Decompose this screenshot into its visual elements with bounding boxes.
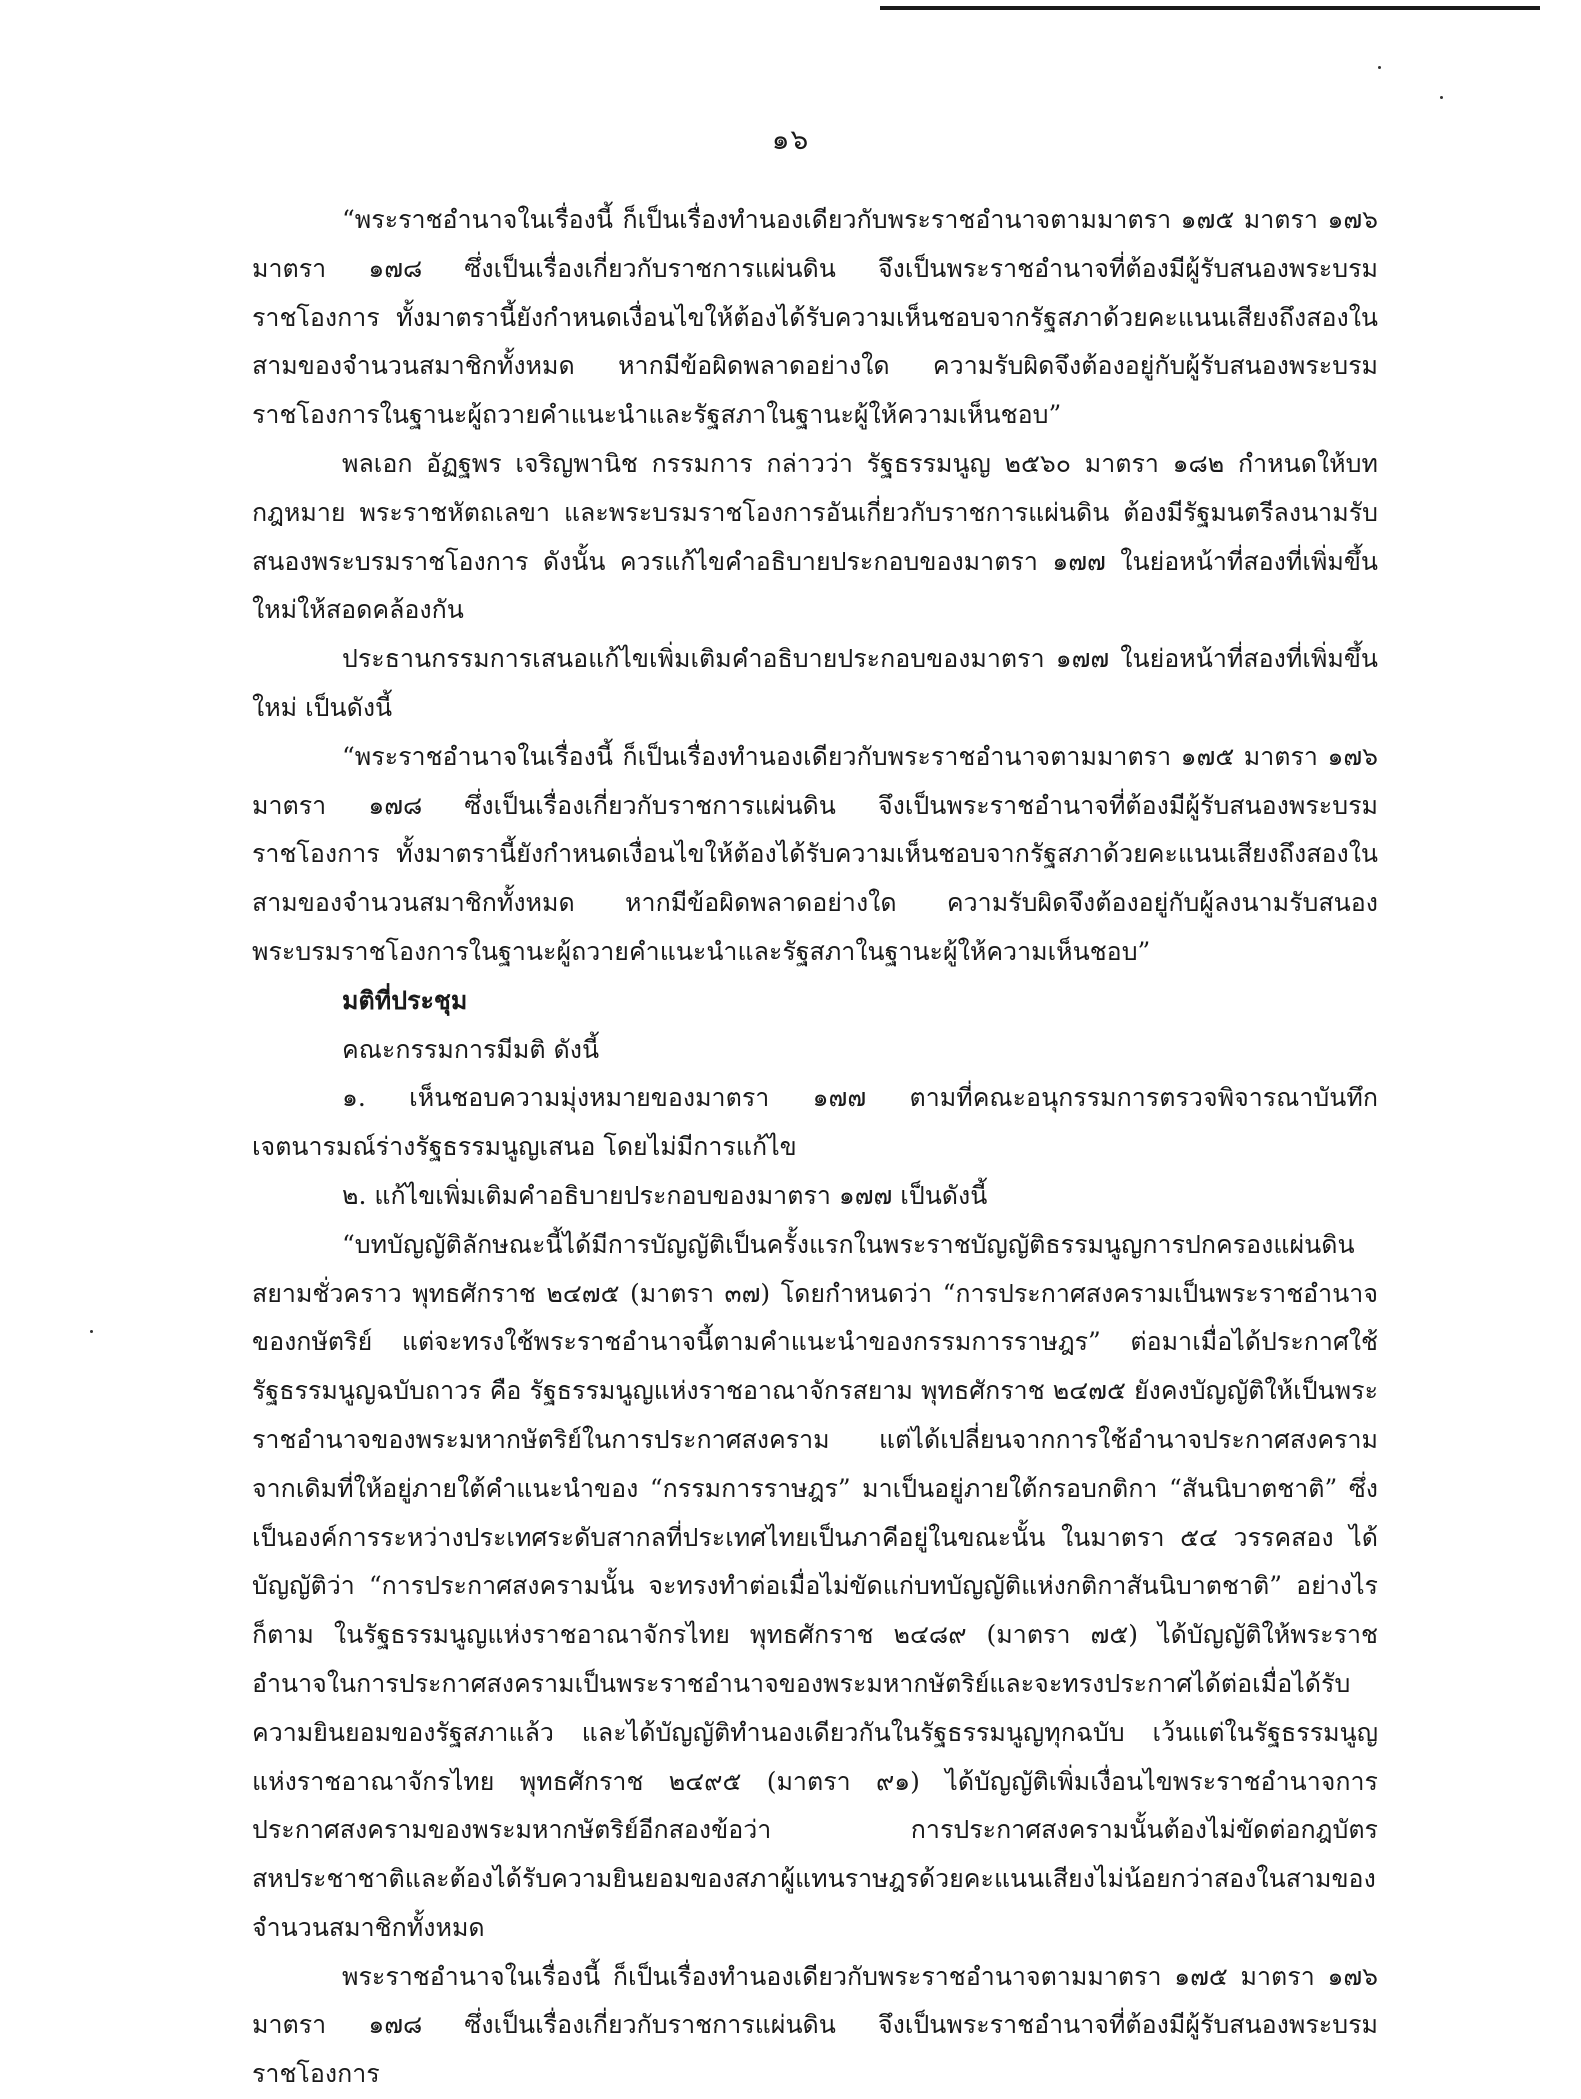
quoted-paragraph: “พระราชอำนาจในเรื่องนี้ ก็เป็นเรื่องทำนองเดียวกับพระราชอำนาจตามมาตรา ๑๗๕ มาตรา ๑๗๖ มาตรา ๑๗๘ ซึ่งเป็นเรื่องเกี่ยวกับราชการแผ่นดิน จึงเป็นพระราชอำนาจที่ต้องมีผู้รับสนองพระบรมราชโองการ ทั้งมาตรานี้ยังกำหนดเงื่อนไขให้ต้องได้รับความเห็นชอบจากรัฐสภาด้วยคะแนนเสียงถึงสองในสามของจำนวนสมาชิกทั้งหมด หากมีข้อผิดพลาดอย่างใด ความรับผิดจึงต้องอยู่กับผู้ลงนามรับสนองพระบรมราชโองการในฐานะผู้ถวายคำแนะนำและรัฐสภาในฐานะผู้ให้ความเห็นชอบ” — [252, 741, 1378, 966]
scan-speck — [90, 1330, 93, 1333]
quoted-paragraph: “บทบัญญัติลักษณะนี้ได้มีการบัญญัติเป็นครั้งแรกในพระราชบัญญัติธรรมนูญการปกครองแผ่นดินสยามชั่วคราว พุทธศักราช ๒๔๗๕ (มาตรา ๓๗) โดยกำหนดว่า “การประกาศสงครามเป็นพระราชอำนาจของกษัตริย์ แต่จะทรงใช้พระราชอำนาจนี้ตามคำแนะนำของกรรมการราษฎร” ต่อมาเมื่อได้ประกาศใช้รัฐธรรมนูญฉบับถาวร คือ รัฐธรรมนูญแห่งราชอาณาจักรสยาม พุทธศักราช ๒๔๗๕ ยังคงบัญญัติให้เป็นพระราชอำนาจของพระมหากษัตริย์ในการประกาศสงคราม แต่ได้เปลี่ยนจากการใช้อำนาจประกาศสงครามจากเดิมที่ให้อยู่ภายใต้คำแนะนำของ “กรรมการราษฎร” มาเป็นอยู่ภายใต้กรอบกติกา “สันนิบาตชาติ” ซึ่งเป็นองค์การระหว่างประเทศระดับสากลที่ประเทศไทยเป็นภาคีอยู่ในขณะนั้น ในมาตรา ๕๔ วรรคสอง ได้บัญญัติว่า “การประกาศสงครามนั้น จะทรงทำต่อเมื่อไม่ขัดแก่บทบัญญัติแห่งกติกาสันนิบาตชาติ” อย่างไรก็ตาม ในรัฐธรรมนูญแห่งราชอาณาจักรไทย พุทธศักราช ๒๔๘๙ (มาตรา ๗๕) ได้บัญญัติให้พระราชอำนาจในการประกาศสงครามเป็นพระราชอำนาจของพระมหากษัตริย์และจะทรงประกาศได้ต่อเมื่อได้รับความยินยอมของรัฐสภาแล้ว และได้บัญญัติทำนองเดียวกันในรัฐธรรมนูญทุกฉบับ เว้นแต่ในรัฐธรรมนูญแห่งราชอาณาจักรไทย พุทธศักราช ๒๔๙๕ (มาตรา ๙๑) ได้บัญญัติเพิ่มเงื่อนไขพระราชอำนาจการประกาศสงครามของพระมหากษัตริย์อีกสองข้อว่า การประกาศสงครามนั้นต้องไม่ขัดต่อกฎบัตรสหประชาชาติและต้องได้รับความยินยอมของสภาผู้แทนราษฎรด้วยคะแนนเสียงไม่น้อยกว่าสองในสามของจำนวนสมาชิกทั้งหมด — [252, 1229, 1378, 1942]
body-paragraph: พระราชอำนาจในเรื่องนี้ ก็เป็นเรื่องทำนองเดียวกับพระราชอำนาจตามมาตรา ๑๗๕ มาตรา ๑๗๖ มาตรา ๑๗๘ ซึ่งเป็นเรื่องเกี่ยวกับราชการแผ่นดิน จึงเป็นพระราชอำนาจที่ต้องมีผู้รับสนองพระบรมราชโองการ — [252, 1961, 1378, 2089]
section-heading: มติที่ประชุม — [342, 985, 468, 1015]
body-paragraph: ประธานกรรมการเสนอแก้ไขเพิ่มเติมคำอธิบายประกอบของมาตรา ๑๗๗ ในย่อหน้าที่สองที่เพิ่มขึ้นใหม่ เป็นดังนี้ — [252, 644, 1378, 722]
page-number: ๑๖ — [771, 123, 810, 156]
body-paragraph: พลเอก อัฏฐพร เจริญพานิช กรรมการ กล่าวว่า รัฐธรรมนูญ ๒๕๖๐ มาตรา ๑๘๒ กำหนดให้บทกฎหมาย พระราชหัตถเลขา และพระบรมราชโองการอันเกี่ยวกับราชการแผ่นดิน ต้องมีรัฐมนตรีลงนามรับสนองพระบรมราชโองการ ดังนั้น ควรแก้ไขคำอธิบายประกอบของมาตรา ๑๗๗ ในย่อหน้าที่สองที่เพิ่มขึ้นใหม่ให้สอดคล้องกัน — [252, 448, 1378, 625]
top-rule — [880, 6, 1540, 10]
scan-speck — [1440, 96, 1443, 99]
body-paragraph: คณะกรรมการมีมติ ดังนี้ — [342, 1034, 600, 1064]
document-body — [252, 196, 1378, 2099]
scan-speck — [1378, 66, 1381, 69]
list-item: ๒. แก้ไขเพิ่มเติมคำอธิบายประกอบของมาตรา ๑๗๗ เป็นดังนี้ — [342, 1180, 988, 1210]
list-item: ๑. เห็นชอบความมุ่งหมายของมาตรา ๑๗๗ ตามที่คณะอนุกรรมการตรวจพิจารณาบันทึกเจตนารมณ์ร่างรัฐธรรมนูญเสนอ โดยไม่มีการแก้ไข — [252, 1083, 1378, 1162]
quoted-paragraph: “พระราชอำนาจในเรื่องนี้ ก็เป็นเรื่องทำนองเดียวกับพระราชอำนาจตามมาตรา ๑๗๕ มาตรา ๑๗๖ มาตรา ๑๗๘ ซึ่งเป็นเรื่องเกี่ยวกับราชการแผ่นดิน จึงเป็นพระราชอำนาจที่ต้องมีผู้รับสนองพระบรมราชโองการ ทั้งมาตรานี้ยังกำหนดเงื่อนไขให้ต้องได้รับความเห็นชอบจากรัฐสภาด้วยคะแนนเสียงถึงสองในสามของจำนวนสมาชิกทั้งหมด หากมีข้อผิดพลาดอย่างใด ความรับผิดจึงต้องอยู่กับผู้รับสนองพระบรมราชโองการในฐานะผู้ถวายคำแนะนำและรัฐสภาในฐานะผู้ให้ความเห็นชอบ” — [252, 205, 1378, 430]
